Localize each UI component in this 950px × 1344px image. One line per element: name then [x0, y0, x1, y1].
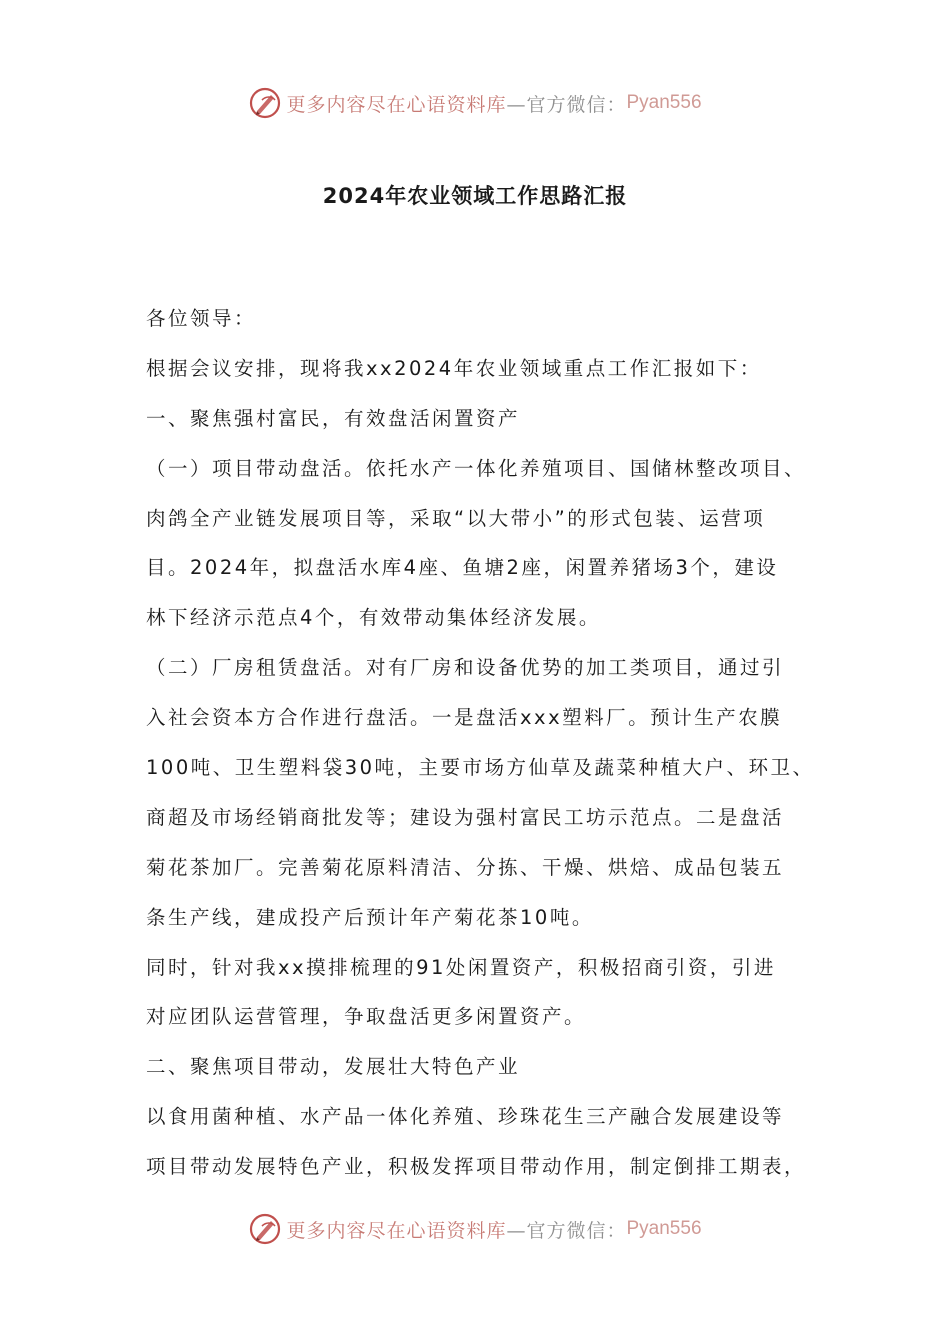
body-line: 商超及市场经销商批发等；建设为强村富民工坊示范点。二是盘活	[146, 805, 785, 829]
document-title: 2024年农业领域工作思路汇报	[322, 184, 628, 208]
body-line: 对应团队运营管理，争取盘活更多闲置资产。	[146, 1005, 587, 1029]
pen-logo-icon	[248, 1212, 282, 1246]
section-heading: 一、聚焦强村富民，有效盘活闲置资产	[146, 406, 521, 430]
body-line: 条生产线，建成投产后预计年产菊花茶10吨。	[146, 905, 594, 929]
body-line: 根据会议安排，现将我xx2024年农业领域重点工作汇报如下：	[146, 356, 762, 380]
body-line: 入社会资本方合作进行盘活。一是盘活xxx塑料厂。预计生产农膜	[146, 706, 783, 730]
watermark-text-separator: —官方微信：	[506, 93, 627, 116]
watermark-wechat-id: Pyan556	[626, 1218, 702, 1239]
body-line: 林下经济示范点4个，有效带动集体经济发展。	[146, 606, 601, 630]
watermark-text-separator: —官方微信：	[506, 1219, 627, 1242]
watermark-footer	[0, 1212, 950, 1246]
section-heading: 二、聚焦项目带动，发展壮大特色产业	[146, 1055, 521, 1079]
body-line: 各位领导：	[146, 307, 257, 330]
body-line: 菊花茶加厂。完善菊花原料清洁、分拣、干燥、烘焙、成品包装五	[146, 855, 785, 879]
body-line: （二）厂房租赁盘活。对有厂房和设备优势的加工类项目，通过引	[146, 656, 785, 680]
watermark-wechat-id: Pyan556	[626, 92, 702, 113]
body-line: 以食用菌种植、水产品一体化养殖、珍珠花生三产融合发展建设等	[146, 1105, 785, 1129]
watermark-text-primary: 更多内容尽在心语资料库	[286, 93, 507, 116]
watermark-header	[0, 86, 950, 120]
body-line: 目。2024年，拟盘活水库4座、鱼塘2座，闲置养猪场3个，建设	[146, 556, 779, 580]
body-line: 100吨、卫生塑料袋30吨，主要市场方仙草及蔬菜种植大户、环卫、	[146, 756, 815, 780]
body-line: 肉鸽全产业链发展项目等，采取“以大带小”的形式包装、运营项	[146, 506, 766, 530]
document-body	[146, 302, 836, 1200]
body-line: 项目带动发展特色产业，积极发挥项目带动作用，制定倒排工期表，	[146, 1155, 807, 1179]
watermark-text-primary: 更多内容尽在心语资料库	[286, 1219, 507, 1242]
body-line: 同时，针对我xx摸排梳理的91处闲置资产，积极招商引资，引进	[146, 955, 776, 979]
pen-logo-icon	[248, 86, 282, 120]
body-line: （一）项目带动盘活。依托水产一体化养殖项目、国储林整改项目、	[146, 456, 807, 480]
